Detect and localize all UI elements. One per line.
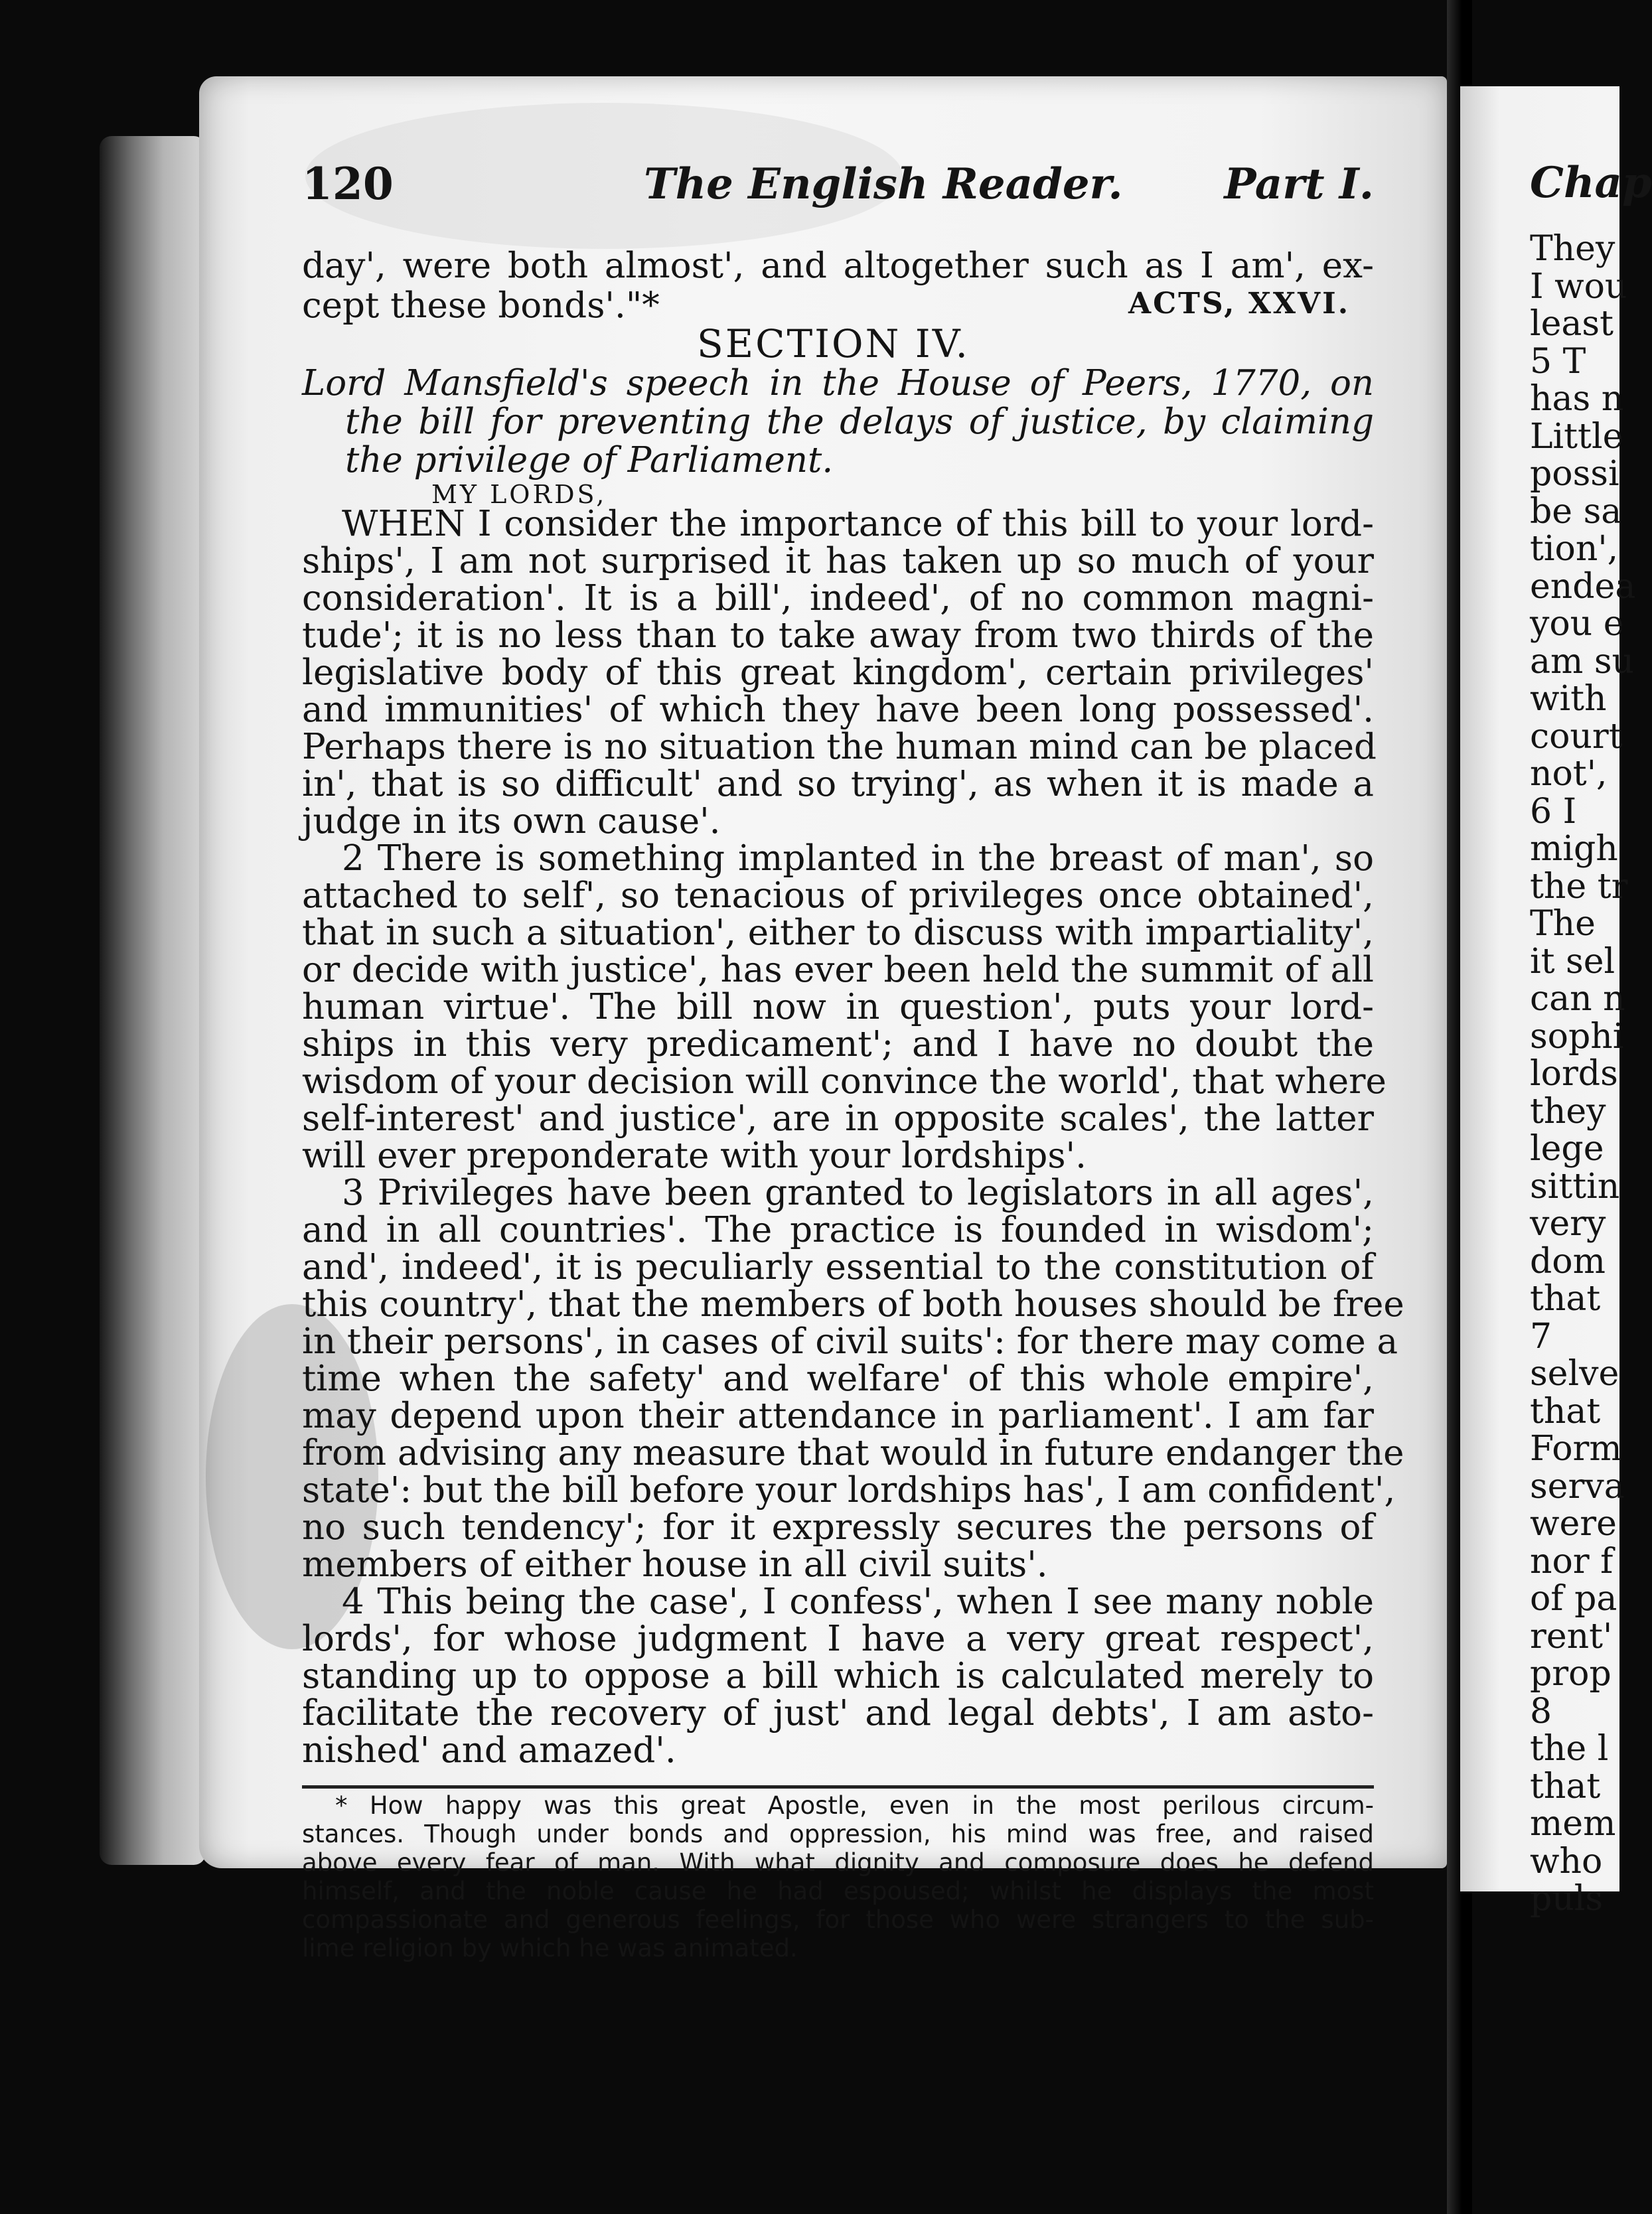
footnote-rule bbox=[302, 1785, 1374, 1789]
text-line: Perhaps there is no situation the human mind can be placed bbox=[302, 727, 1377, 767]
facing-page-line: that bbox=[1530, 1279, 1601, 1319]
facing-page-line: mem bbox=[1530, 1804, 1616, 1844]
facing-page-line: court bbox=[1530, 716, 1623, 757]
footnote-line: lime religion by which he was animated. bbox=[302, 1934, 798, 1962]
footnote-line: himself, and the noble cause he had espoused; whilst he displays the most bbox=[302, 1877, 1374, 1905]
running-title: The English Reader. bbox=[644, 159, 1123, 209]
section-heading: SECTION IV. bbox=[697, 321, 970, 366]
facing-page-line: be sa bbox=[1530, 491, 1622, 532]
facing-page-line: They bbox=[1530, 229, 1615, 269]
text-line: human virtue'. The bill now in question', puts your lord- bbox=[302, 987, 1374, 1027]
facing-page-line: puls bbox=[1530, 1879, 1604, 1919]
facing-page-line: has n bbox=[1530, 379, 1624, 419]
facing-page-line: were bbox=[1530, 1504, 1617, 1544]
facing-page-line: migh bbox=[1530, 829, 1618, 869]
facing-page-line: endea bbox=[1530, 566, 1636, 607]
facing-page-line: 5 T bbox=[1530, 341, 1586, 382]
text-line: that in such a situation', either to discuss with impartiality', bbox=[302, 913, 1374, 953]
text-line: facilitate the recovery of just' and legal debts', I am asto- bbox=[302, 1693, 1374, 1734]
text-line: WHEN I consider the importance of this bill to your lord- bbox=[342, 504, 1374, 544]
carryover-line: cept these bonds'."* bbox=[302, 285, 660, 326]
text-line: or decide with justice', has ever been held the summit of all bbox=[302, 950, 1374, 990]
facing-page-line: I wou bbox=[1530, 266, 1627, 307]
facing-page-line: nor f bbox=[1530, 1541, 1614, 1582]
part-label: Part I. bbox=[1224, 159, 1374, 209]
text-line: nished' and amazed'. bbox=[302, 1730, 676, 1771]
page-stack-edge bbox=[100, 136, 206, 1865]
facing-page-line: serva bbox=[1530, 1466, 1625, 1507]
facing-page-line: not', bbox=[1530, 754, 1608, 794]
facing-page-line: tion', bbox=[1530, 529, 1619, 569]
text-line: 3 Privileges have been granted to legislators in all ages', bbox=[342, 1173, 1374, 1213]
text-line: this country', that the members of both houses should be free bbox=[302, 1284, 1404, 1325]
facing-page-line: they bbox=[1530, 1091, 1606, 1132]
text-line: tude'; it is no less than to take away from two thirds of the bbox=[302, 615, 1374, 656]
facing-page-line: very bbox=[1530, 1204, 1606, 1244]
facing-page-line: am su bbox=[1530, 641, 1635, 682]
facing-page-line: of pa bbox=[1530, 1579, 1617, 1619]
text-line: ships in this very predicament'; and I have no doubt the bbox=[302, 1024, 1374, 1065]
facing-page-line: 8 bbox=[1530, 1691, 1552, 1732]
carryover-line: day', were both almost', and altogether such as I am', ex- bbox=[302, 246, 1374, 286]
text-line: judge in its own cause'. bbox=[302, 801, 721, 842]
facing-page-line: sittin bbox=[1530, 1166, 1620, 1207]
facing-page-line: prop bbox=[1530, 1654, 1612, 1694]
text-line: may depend upon their attendance in parliament'. I am far bbox=[302, 1396, 1374, 1436]
facing-page-line: 7 bbox=[1530, 1316, 1552, 1357]
facing-page-line: Little bbox=[1530, 416, 1623, 457]
facing-page-line: can n bbox=[1530, 979, 1625, 1019]
text-line: and immunities' of which they have been long possessed'. bbox=[302, 690, 1374, 730]
facing-page-line: the tr bbox=[1530, 866, 1628, 907]
text-line: in', that is so difficult' and so trying', as when it is made a bbox=[302, 764, 1374, 804]
section-intro-line: Lord Mansfield's speech in the House of Peers, 1770, on bbox=[302, 363, 1374, 404]
text-line: attached to self', so tenacious of privileges once obtained', bbox=[302, 875, 1374, 916]
facing-page-line: rent' bbox=[1530, 1616, 1613, 1657]
text-line: state': but the bill before your lordships has', I am confident', bbox=[302, 1470, 1396, 1511]
facing-page-line: dom bbox=[1530, 1241, 1606, 1282]
facing-page-line: sophi bbox=[1530, 1016, 1624, 1057]
text-line: legislative body of this great kingdom', certain privileges' bbox=[302, 652, 1374, 693]
text-line: will ever preponderate with your lordships'. bbox=[302, 1136, 1087, 1176]
facing-page-line: least bbox=[1530, 304, 1614, 344]
salutation: MY LORDS, bbox=[431, 480, 607, 509]
facing-page-line: with bbox=[1530, 679, 1607, 719]
text-line: lords', for whose judgment I have a very great respect', bbox=[302, 1619, 1374, 1659]
text-line: wisdom of your decision will convince the world', that where bbox=[302, 1061, 1387, 1102]
section-intro-line: the privilege of Parliament. bbox=[345, 440, 834, 480]
scripture-citation: ACTS, XXVI. bbox=[1128, 287, 1351, 321]
footnote-line: compassionate and generous feelings, for those who were strangers to the sub- bbox=[302, 1905, 1374, 1934]
text-line: standing up to oppose a bill which is calculated merely to bbox=[302, 1656, 1374, 1696]
text-line: members of either house in all civil suits'. bbox=[302, 1544, 1048, 1585]
text-line: ships', I am not surprised it has taken up so much of your bbox=[302, 541, 1374, 581]
facing-page-line: you e bbox=[1530, 604, 1624, 644]
text-line: self-interest' and justice', are in opposite scales', the latter bbox=[302, 1098, 1374, 1139]
text-line: and in all countries'. The practice is founded in wisdom'; bbox=[302, 1210, 1374, 1250]
facing-page-line: the l bbox=[1530, 1729, 1609, 1769]
text-line: 2 There is something implanted in the breast of man', so bbox=[342, 838, 1374, 879]
facing-page-line: who bbox=[1530, 1841, 1603, 1882]
facing-page-line: selve bbox=[1530, 1354, 1619, 1394]
text-line: from advising any measure that would in future endanger the bbox=[302, 1433, 1404, 1473]
facing-page-line: that bbox=[1530, 1391, 1601, 1432]
text-line: 4 This being the case', I confess', when I see many noble bbox=[342, 1582, 1374, 1622]
page-number: 120 bbox=[302, 158, 394, 210]
footnote-line: above every fear of man. With what dignity and composure does he defend bbox=[302, 1848, 1374, 1877]
facing-page-line: Form bbox=[1530, 1429, 1622, 1469]
text-line: no such tendency'; for it expressly secures the persons of bbox=[302, 1507, 1374, 1548]
text-line: time when the safety' and welfare' of this whole empire', bbox=[302, 1359, 1374, 1399]
text-line: in their persons', in cases of civil suits': for there may come a bbox=[302, 1321, 1398, 1362]
facing-page-header: Chap bbox=[1530, 158, 1652, 208]
footnote-line: * How happy was this great Apostle, even in the most perilous circum- bbox=[335, 1791, 1374, 1820]
facing-page-line: lords bbox=[1530, 1054, 1618, 1094]
facing-page-line: lege bbox=[1530, 1129, 1604, 1169]
text-line: and', indeed', it is peculiarly essential to the constitution of bbox=[302, 1247, 1374, 1288]
facing-page-line: possi bbox=[1530, 454, 1619, 494]
facing-page-line: that bbox=[1530, 1766, 1601, 1807]
section-intro-line: the bill for preventing the delays of justice, by claiming bbox=[345, 402, 1374, 442]
footnote-line: stances. Though under bonds and oppression, his mind was free, and raised bbox=[302, 1820, 1374, 1848]
running-header bbox=[302, 158, 1374, 218]
text-line: consideration'. It is a bill', indeed', of no common magni- bbox=[302, 578, 1374, 619]
facing-page-line: 6 I bbox=[1530, 791, 1577, 832]
facing-page-line: it sel bbox=[1530, 941, 1615, 982]
facing-page-line: The bbox=[1530, 904, 1596, 944]
